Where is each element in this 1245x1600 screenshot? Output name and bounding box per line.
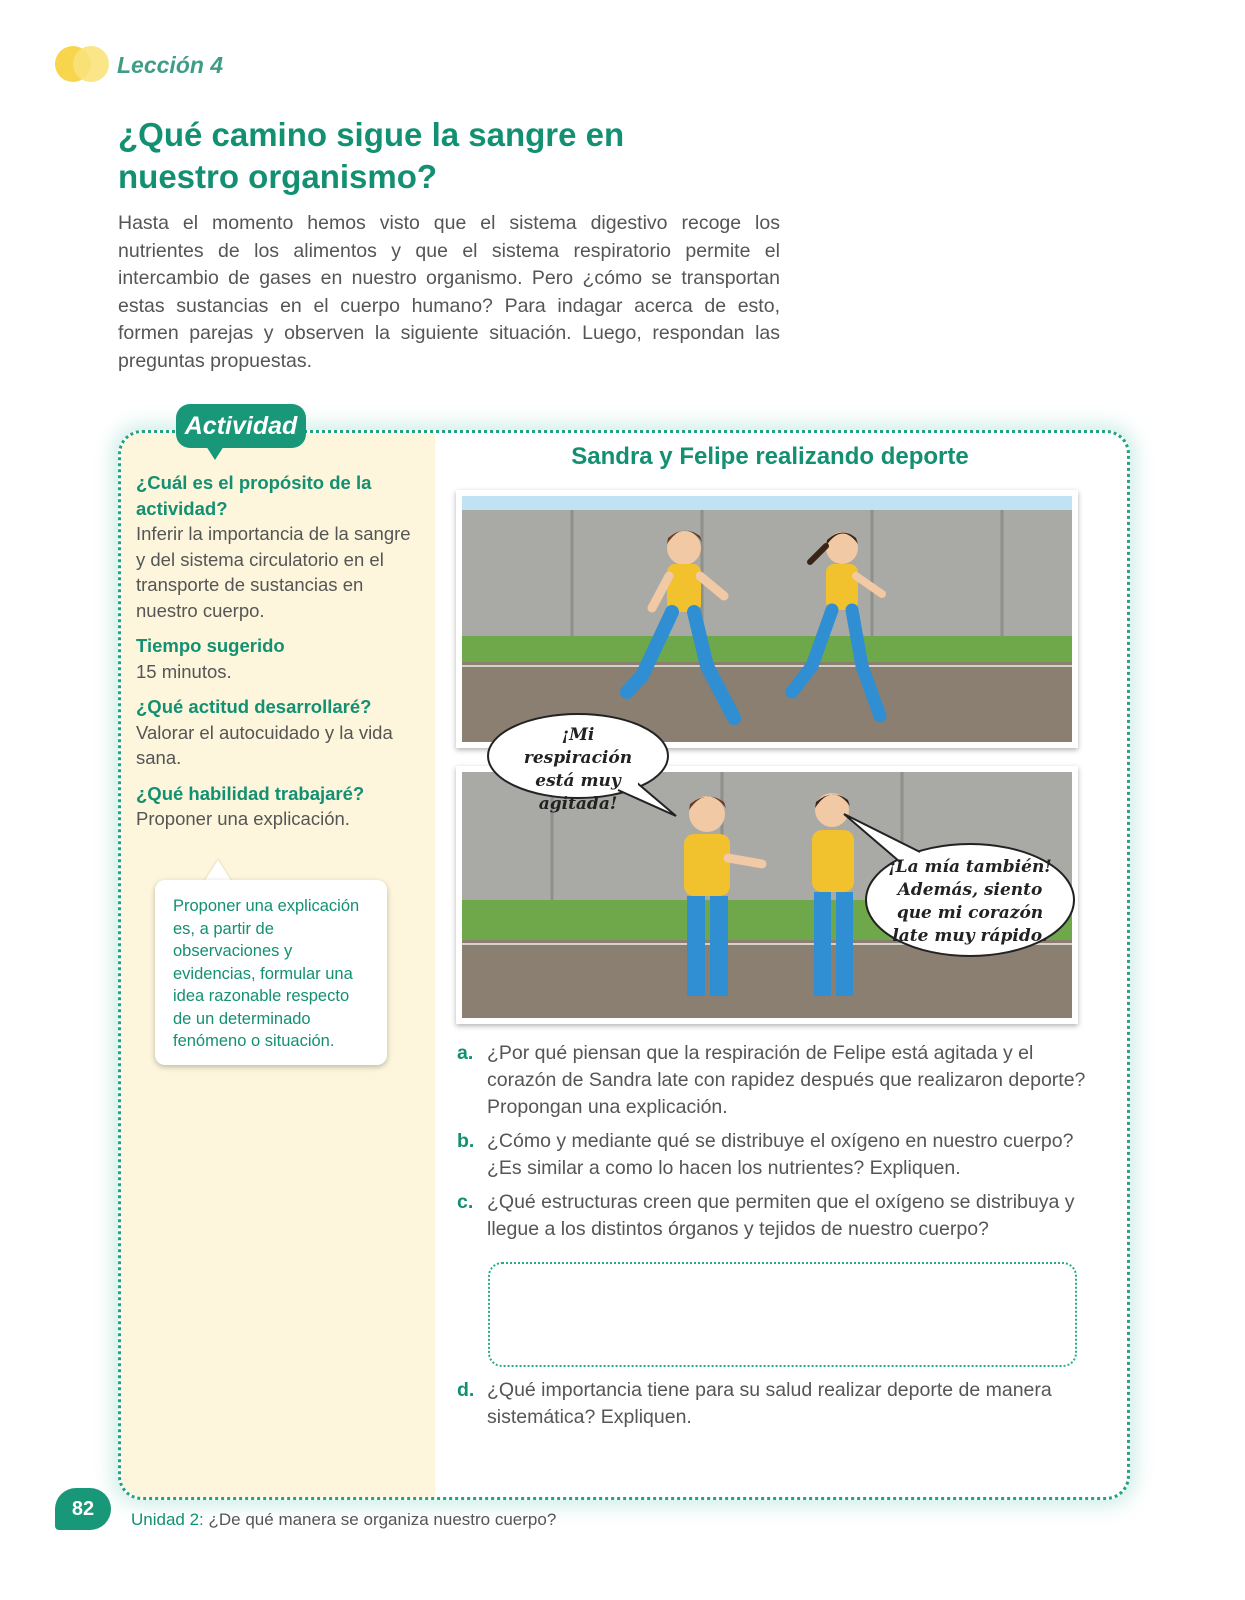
note-pointer — [204, 860, 232, 882]
questions-list — [457, 1040, 1097, 1250]
question-b — [457, 1128, 1097, 1182]
question-text: ¿Qué importancia tiene para su salud realizar deporte de manera sistemática? Expliquen. — [487, 1379, 1052, 1428]
unit-label: Unidad 2: — [131, 1510, 204, 1529]
question-a — [457, 1040, 1097, 1121]
skill-heading: ¿Qué habilidad trabajaré? — [136, 782, 365, 804]
question-letter: b. — [457, 1130, 475, 1152]
bubble-felipe-text: ¡Mi respiración está muy agitada! — [523, 725, 633, 814]
lesson-label: Lección 4 — [117, 52, 224, 78]
skill-note: Proponer una explicación es, a partir de observaciones y evidencias, formular una idea razonable respecto de un determinado fenómeno o situación. — [155, 880, 387, 1065]
activity-info — [136, 470, 416, 842]
illustration-running — [456, 490, 1078, 748]
purpose-heading: ¿Cuál es el propósito de la actividad? — [136, 472, 372, 519]
skill-text: Proponer una explicación. — [136, 808, 350, 829]
question-c — [457, 1189, 1097, 1243]
bubble-sandra-text: ¡La mía también! Además, siento que mi corazón late muy rápido. — [888, 857, 1052, 946]
intro-paragraph: Hasta el momento hemos visto que el sistema digestivo recoge los nutrientes de los alimentos y que el sistema respiratorio permite el intercambio de gases en nuestro organismo. Pero ¿cómo se transportan estas sustancias en el cuerpo humano? Para indagar acerca de esto, formen parejas y observen la siguiente situación. Luego, respondan las preguntas propuestas. — [118, 212, 780, 372]
page-title: ¿Qué camino sigue la sangre en nuestro organismo? — [118, 116, 625, 195]
purpose-text: Inferir la importancia de la sangre y del sistema circulatorio en el transporte de sustancias en nuestro cuerpo. — [136, 523, 411, 621]
question-letter: c. — [457, 1191, 474, 1213]
time-heading: Tiempo sugerido — [136, 635, 285, 656]
attitude-heading: ¿Qué actitud desarrollaré? — [136, 696, 372, 717]
question-text: ¿Por qué piensan que la respiración de Felipe está agitada y el corazón de Sandra late con rapidez después que realizaron deporte? Propongan una explicación. — [487, 1042, 1086, 1118]
activity-tab: Actividad — [176, 404, 306, 448]
attitude-text: Valorar el autocuidado y la vida sana. — [136, 721, 393, 768]
time-text: 15 minutos. — [136, 660, 232, 682]
unit-title: ¿De qué manera se organiza nuestro cuerpo? — [208, 1510, 557, 1529]
lesson-badge-icon — [55, 46, 111, 82]
activity-tab-pointer — [206, 446, 224, 460]
question-text: ¿Cómo y mediante qué se distribuye el oxígeno en nuestro cuerpo? ¿Es similar a como lo hacen los nutrientes? Expliquen. — [487, 1130, 1074, 1179]
page-number: 82 — [55, 1488, 111, 1530]
scene-title: Sandra y Felipe realizando deporte — [571, 443, 969, 470]
question-text: ¿Qué estructuras creen que permiten que el oxígeno se distribuya y llegue a los distintos órganos y tejidos de nuestro cuerpo? — [487, 1191, 1075, 1240]
question-letter: a. — [457, 1042, 474, 1064]
question-d — [457, 1377, 1097, 1431]
footer-unit — [131, 1510, 556, 1530]
answer-box[interactable] — [488, 1262, 1077, 1367]
question-letter: d. — [457, 1379, 475, 1401]
